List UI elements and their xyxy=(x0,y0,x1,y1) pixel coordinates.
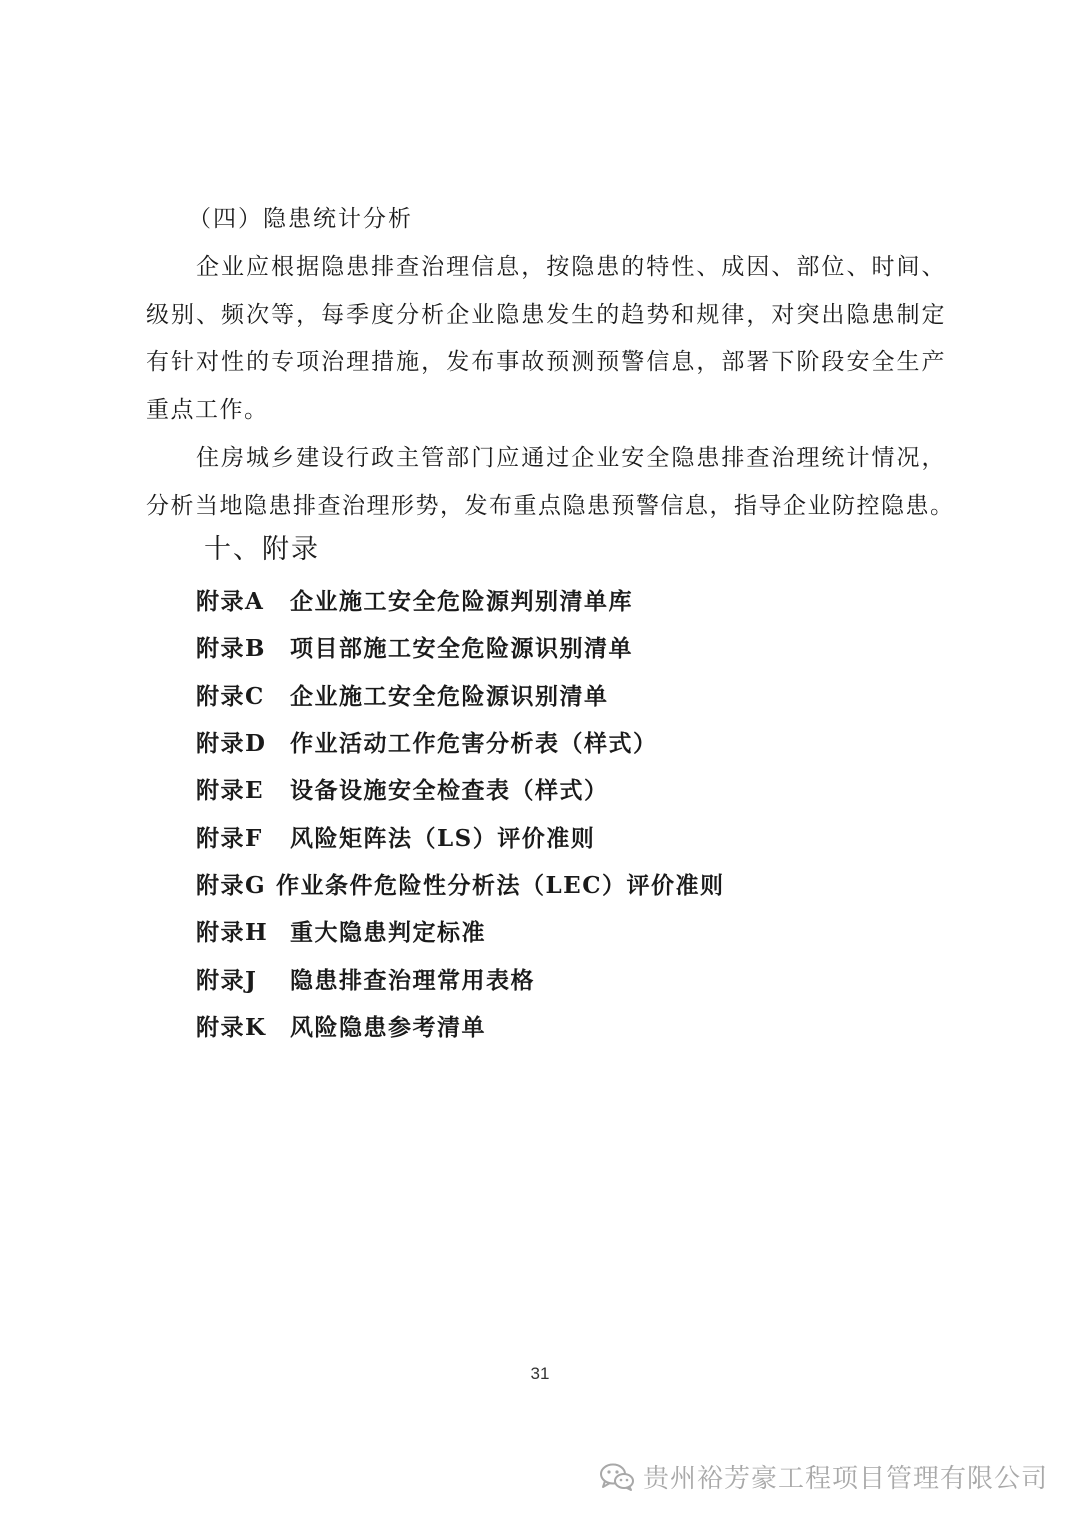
paragraph-line: 级别、频次等，每季度分析企业隐患发生的趋势和规律，对突出隐患制定 xyxy=(146,301,946,328)
paragraph-line: 有针对性的专项治理措施，发布事故预测预警信息，部署下阶段安全生产 xyxy=(146,349,946,375)
appendix-title: 企业施工安全危险源识别清单 xyxy=(290,682,609,710)
appendix-code: 附录B xyxy=(196,635,266,663)
appendix-title: 企业施工安全危险源判别清单库 xyxy=(290,588,633,616)
appendix-title: 作业条件危险性分析法（LEC）评价准则 xyxy=(276,871,725,899)
appendix-item xyxy=(196,623,725,670)
appendix-item xyxy=(196,576,725,623)
watermark-text: 贵州裕芳豪工程项目管理有限公司 xyxy=(642,1464,1048,1494)
appendix-item xyxy=(196,765,725,812)
appendix-item xyxy=(196,954,725,1001)
appendix-code: 附录G xyxy=(196,871,267,899)
page-number: 31 xyxy=(530,1364,550,1383)
appendix-title: 设备设施安全检查表（样式） xyxy=(290,777,609,805)
appendix-code: 附录A xyxy=(196,588,265,616)
appendix-item xyxy=(196,1002,725,1049)
appendix-title: 重大隐患判定标准 xyxy=(290,919,486,947)
paragraph-line: 分析当地隐患排查治理形势，发布重点隐患预警信息，指导企业防控隐患。 xyxy=(146,492,955,519)
appendix-title: 风险隐患参考清单 xyxy=(290,1013,486,1041)
appendix-item xyxy=(196,812,725,859)
watermark xyxy=(599,1458,1048,1495)
appendix-code: 附录K xyxy=(196,1013,267,1041)
paragraph-line: 重点工作。 xyxy=(146,396,269,423)
appendix-code: 附录D xyxy=(196,730,267,758)
appendix-item xyxy=(196,718,725,765)
section-title-appendix: 十、附录 xyxy=(204,534,320,565)
appendix-code: 附录E xyxy=(196,777,265,805)
appendix-code: 附录C xyxy=(196,682,265,710)
wechat-icon xyxy=(599,1462,635,1492)
appendix-code: 附录J xyxy=(196,966,258,994)
appendix-title: 隐患排查治理常用表格 xyxy=(290,966,535,994)
paragraph-hazard-statistics xyxy=(146,244,946,434)
appendix-item xyxy=(196,860,725,907)
appendix-title: 作业活动工作危害分析表（样式） xyxy=(290,730,658,758)
appendix-item xyxy=(196,671,725,718)
paragraph-line: 住房城乡建设行政主管部门应通过企业安全隐患排查治理统计情况， xyxy=(196,445,946,471)
appendix-code: 附录H xyxy=(196,919,269,947)
appendix-title: 项目部施工安全危险源识别清单 xyxy=(290,635,633,663)
appendix-list xyxy=(196,576,725,1049)
appendix-item xyxy=(196,907,725,954)
paragraph-line: 企业应根据隐患排查治理信息，按隐患的特性、成因、部位、时间、 xyxy=(196,254,946,280)
paragraph-authority-analysis xyxy=(146,435,955,530)
appendix-title: 风险矩阵法（LS）评价准则 xyxy=(290,824,596,852)
appendix-code: 附录F xyxy=(196,824,263,852)
subsection-heading: （四）隐患统计分析 xyxy=(188,206,413,232)
